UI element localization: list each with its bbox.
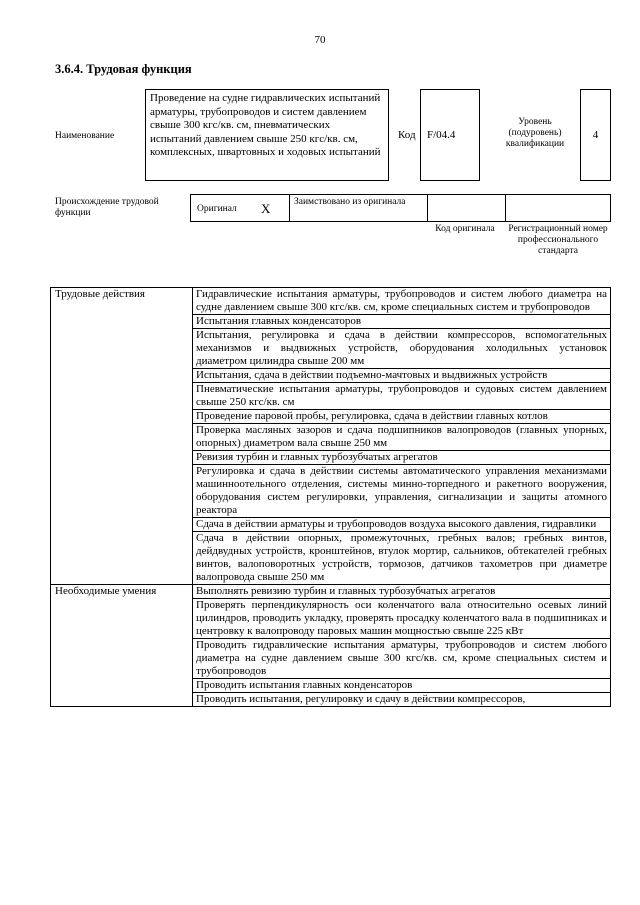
original-label: Оригинал [197,204,237,214]
function-table [50,287,611,707]
table-cell: Проверять перпендикулярность оси коленчатого вала относительно осевых линий цилиндров, проводить укладку, проверять просадку коленчатого вала в подшипниках и центровку к валопроводу паровых машин мощностью свыше 225 кВт [193,599,611,639]
table-cell: Гидравлические испытания арматуры, трубопроводов и систем любого диаметра на судне давлением свыше 300 кгс/кв. см, кроме специальных систем и трубопроводов [193,288,611,315]
table-cell: Испытания главных конденсаторов [193,315,611,329]
section-title: 3.6.4. Трудовая функция [55,62,192,76]
section-header: Трудовые действия [51,288,193,585]
table-cell: Проведение паровой пробы, регулировка, сдача в действии главных котлов [193,410,611,424]
table-cell: Проверка масляных зазоров и сдача подшипников валопроводов (главных упорных, опорных) диаметром вала свыше 250 мм [193,424,611,451]
page-number: 70 [314,34,326,46]
origin-divider-1 [427,195,428,221]
origin-label: Происхождение трудовой функции [55,197,159,218]
origin-original-cell [191,195,290,221]
origin-table [190,194,611,222]
code-value: F/04.4 [427,129,456,141]
original-mark: X [261,201,271,216]
table-cell: Проводить гидравлические испытания арматуры, трубопроводов и систем любого диаметра на судне давлением свыше 300 кгс/кв. см, кроме специальных систем и трубопроводов [193,639,611,679]
level-value-box [580,89,611,181]
table-row [51,288,611,315]
table-cell: Сдача в действии опорных, промежуточных, гребных валов; гребных винтов, дейдвудных устройств, кронштейнов, втулок мортир, сальников, обтекателей гребных винтов, валоповоротных устройств, тормозов, датчиков тахометров при диаметре валопровода свыше 250 мм [193,532,611,585]
section-header: Необходимые умения [51,585,193,707]
table-cell: Испытания, сдача в действии подъемно-мачтовых и выдвижных устройств [193,369,611,383]
reg-number-label: Регистрационный номер профессионального стандарта [508,224,608,256]
table-cell: Проводить испытания, регулировку и сдачу в действии компрессоров, [193,693,611,707]
borrowed-label: Заимствовано из оригинала [294,197,406,207]
table-row [51,585,611,599]
function-name-box [145,89,389,181]
table-cell: Сдача в действии арматуры и трубопроводов воздуха высокого давления, гидравлики [193,518,611,532]
table-cell: Испытания, регулировка и сдача в действии компрессоров, вспомогательных механизмов и выдвижных устройств, оборудования холодильных установок диаметром цилиндра свыше 200 мм [193,329,611,369]
table-cell: Регулировка и сдача в действии системы автоматического управления механизмами машинноотельного отделения, системы минно-торпедного и ракетного вооружения, оборудования систем регулировки, управления, сигнализации и защиты атомного реактора [193,465,611,518]
level-label: Уровень (подуровень) квалификации [505,117,565,149]
table-cell: Пневматические испытания арматуры, трубопроводов и судовых систем давлением свыше 250 кгс/кв. см [193,383,611,410]
code-value-box [420,89,480,181]
function-name-text: Проведение на судне гидравлических испытаний арматуры, трубопроводов и систем давлением свыше 300 кгс/кв. см, пневматических испытаний давлением свыше 250 кгс/кв. см, комплексных, швартовных и ходовых испытаний [150,92,381,158]
table-cell: Выполнять ревизию турбин и главных турбозубчатых агрегатов [193,585,611,599]
level-value: 4 [592,129,599,141]
name-label: Наименование [55,131,115,141]
code-original-label: Код оригинала [435,224,495,234]
table-cell: Проводить испытания главных конденсаторов [193,679,611,693]
origin-divider-2 [505,195,506,221]
table-cell: Ревизия турбин и главных турбозубчатых агрегатов [193,451,611,465]
code-label: Код [398,129,416,141]
function-table-body [51,288,611,707]
